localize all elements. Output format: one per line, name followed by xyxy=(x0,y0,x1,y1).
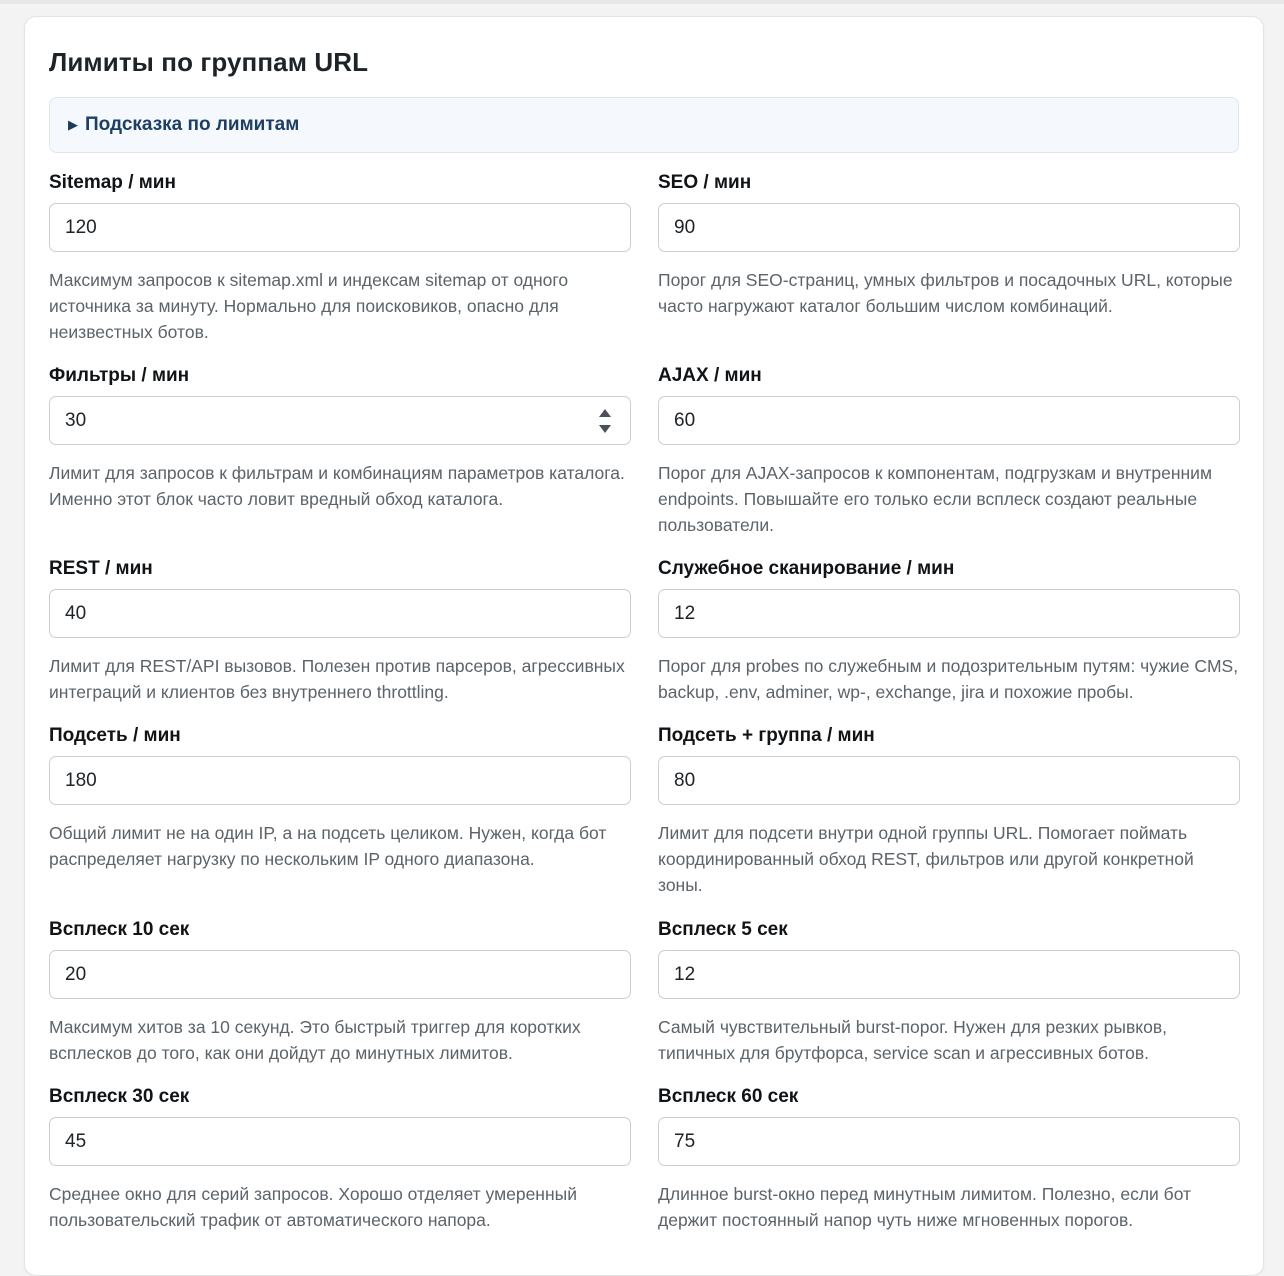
field-label: Всплеск 30 сек xyxy=(49,1086,190,1107)
field-input-wrap xyxy=(658,756,1240,805)
field-description: Лимит для запросов к фильтрам и комбинациям параметров каталога. Именно этот блок часто ловит вредный обход каталога. xyxy=(49,463,625,509)
rest-per-min-input[interactable] xyxy=(50,590,630,637)
field-label: Служебное сканирование / мин xyxy=(658,558,955,579)
filters-per-min-input[interactable] xyxy=(50,397,630,444)
field-sitemap xyxy=(49,172,631,345)
field-input-wrap xyxy=(658,1117,1240,1166)
field-description: Максимум хитов за 10 секунд. Это быстрый триггер для коротких всплесков до того, как они дойдут до минутных лимитов. xyxy=(49,1017,581,1063)
field-label: Всплеск 10 сек xyxy=(49,919,190,940)
field-description: Порог для SEO-страниц, умных фильтров и посадочных URL, которые часто нагружают каталог большим числом комбинаций. xyxy=(658,270,1233,316)
field-seo xyxy=(658,172,1240,319)
field-input-wrap xyxy=(658,203,1240,252)
hint-label: Подсказка по лимитам xyxy=(85,114,300,135)
field-description: Длинное burst-окно перед минутным лимитом. Полезно, если бот держит постоянный напор чуть ниже мгновенных порогов. xyxy=(658,1184,1192,1230)
field-service-scan xyxy=(658,558,1240,705)
field-subnet xyxy=(49,725,631,872)
burst-10s-input[interactable] xyxy=(50,951,630,998)
field-description: Порог для probes по служебным и подозрительным путям: чужие CMS, backup, .env, adminer, wp-, exchange, jira и похожие пробы. xyxy=(658,656,1239,702)
field-label: SEO / мин xyxy=(658,172,752,193)
field-description: Максимум запросов к sitemap.xml и индексам sitemap от одного источника за минуту. Нормально для поисковиков, опасно для неизвестных ботов. xyxy=(49,270,569,342)
field-rest xyxy=(49,558,631,705)
field-description: Общий лимит не на один IP, а на подсеть целиком. Нужен, когда бот распределяет нагрузку по нескольким IP одного диапазона. xyxy=(49,823,607,869)
field-description: Среднее окно для серий запросов. Хорошо отделяет умеренный пользовательский трафик от автоматического напора. xyxy=(49,1184,577,1230)
field-input-wrap xyxy=(49,203,631,252)
burst-60s-input[interactable] xyxy=(659,1118,1239,1165)
ajax-per-min-input[interactable] xyxy=(659,397,1239,444)
field-description: Лимит для подсети внутри одной группы URL. Помогает поймать координированный обход REST, фильтров или другой конкретной зоны. xyxy=(658,823,1194,895)
field-input-wrap xyxy=(49,950,631,999)
field-input-wrap xyxy=(658,589,1240,638)
stepper-down-icon[interactable] xyxy=(599,425,611,433)
field-label: Подсеть + группа / мин xyxy=(658,725,875,746)
subnet-per-min-input[interactable] xyxy=(50,757,630,804)
field-filters xyxy=(49,365,631,512)
field-burst-5s xyxy=(658,919,1240,1066)
burst-30s-input[interactable] xyxy=(50,1118,630,1165)
field-label: AJAX / мин xyxy=(658,365,762,386)
field-input-wrap xyxy=(658,950,1240,999)
section-title: Лимиты по группам URL xyxy=(49,47,369,77)
field-ajax xyxy=(658,365,1240,538)
hint-disclosure[interactable] xyxy=(49,97,1239,153)
field-input-wrap xyxy=(49,589,631,638)
field-burst-10s xyxy=(49,919,631,1066)
field-description: Лимит для REST/API вызовов. Полезен против парсеров, агрессивных интеграций и клиентов без внутреннего throttling. xyxy=(49,656,625,702)
limits-card xyxy=(24,16,1264,1276)
field-label: Всплеск 60 сек xyxy=(658,1086,799,1107)
field-description: Самый чувствительный burst-порог. Нужен для резких рывков, типичных для брутфорса, service scan и агрессивных ботов. xyxy=(658,1017,1167,1063)
field-input-wrap xyxy=(49,396,631,445)
field-subnet-group xyxy=(658,725,1240,898)
field-description: Порог для AJAX-запросов к компонентам, подгрузкам и внутренним endpoints. Повышайте его только если всплеск создают реальные пользователи. xyxy=(658,463,1212,535)
sitemap-per-min-input[interactable] xyxy=(50,204,630,251)
subnet-group-per-min-input[interactable] xyxy=(659,757,1239,804)
field-label: REST / мин xyxy=(49,558,153,579)
number-stepper[interactable] xyxy=(598,409,612,433)
seo-per-min-input[interactable] xyxy=(659,204,1239,251)
service-scan-per-min-input[interactable] xyxy=(659,590,1239,637)
disclosure-triangle-icon: ▶ xyxy=(68,117,78,132)
burst-5s-input[interactable] xyxy=(659,951,1239,998)
field-label: Всплеск 5 сек xyxy=(658,919,788,940)
field-burst-30s xyxy=(49,1086,631,1233)
field-burst-60s xyxy=(658,1086,1240,1233)
field-input-wrap xyxy=(49,756,631,805)
field-label: Фильтры / мин xyxy=(49,365,190,386)
field-input-wrap xyxy=(658,396,1240,445)
field-label: Подсеть / мин xyxy=(49,725,181,746)
field-label: Sitemap / мин xyxy=(49,172,176,193)
stepper-up-icon[interactable] xyxy=(599,409,611,417)
field-input-wrap xyxy=(49,1117,631,1166)
top-divider xyxy=(0,0,1284,4)
